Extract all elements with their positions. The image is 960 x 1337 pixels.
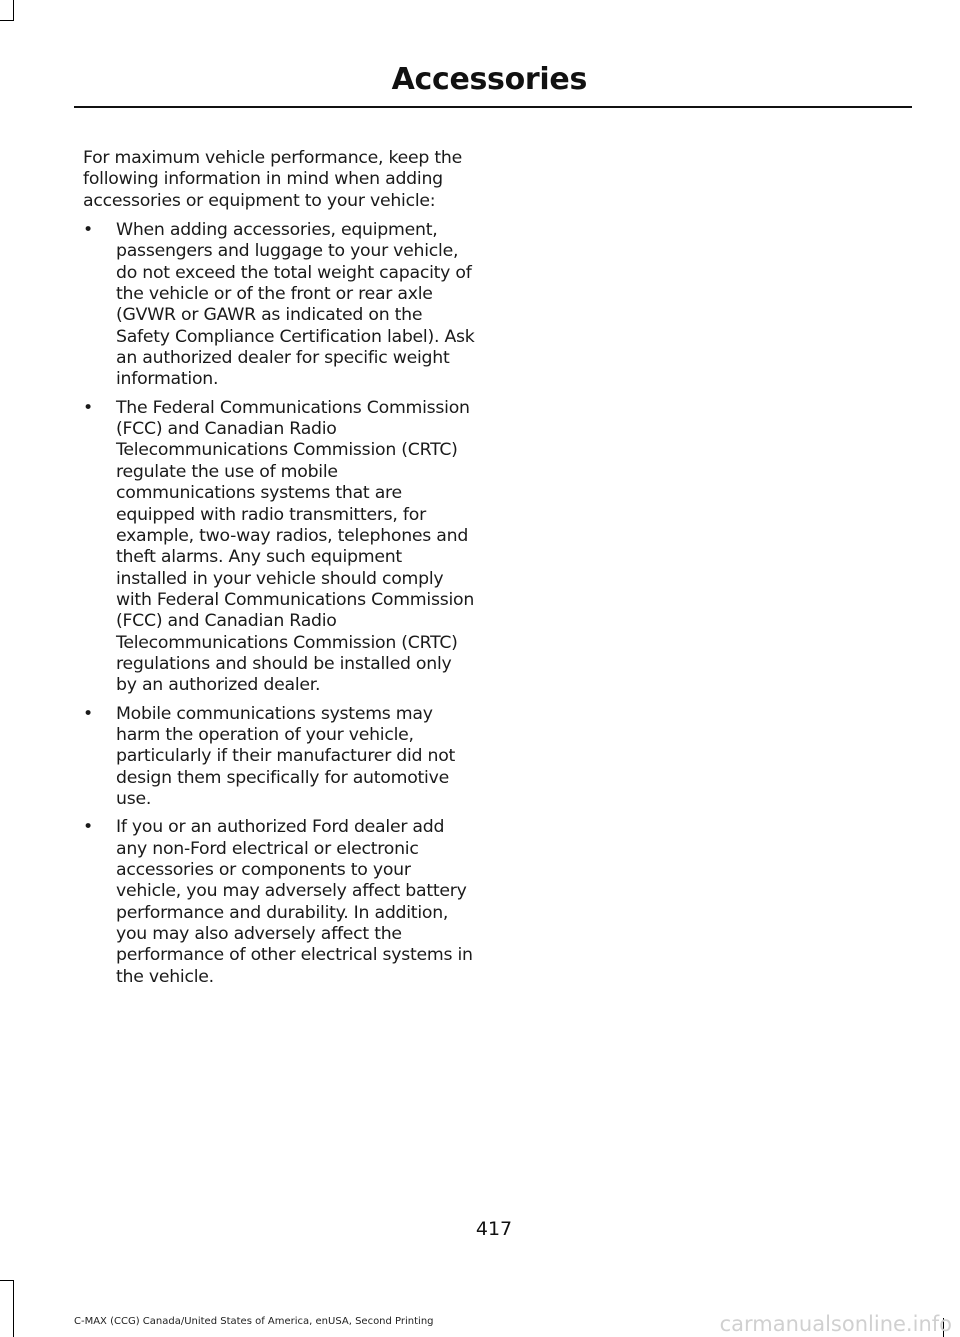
list-item-text: The Federal Communications Commission (FCC) and Canadian Radio Telecommunications Commission (CRTC) regulate the use of mobile communications systems that are equipped with radio transmitters, for example, two-way radios, telephones and theft alarms. Any such equipment installed in your vehicle should comply with Federal Communications Commission (FCC) and Canadian Radio Telecommunications Commission (CRTC) regulations and should be installed only by an authorized dealer.	[116, 397, 475, 696]
list-item-text: Mobile communications systems may harm the operation of your vehicle, particularly if their manufacturer did not design them specifically for automotive use.	[116, 703, 456, 809]
list-item	[83, 704, 475, 811]
title-divider	[74, 106, 912, 108]
page-title: Accessories	[391, 62, 587, 97]
crop-mark-top-left-horizontal	[0, 20, 14, 21]
crop-mark-bottom-left-horizontal	[0, 1280, 14, 1281]
page-number: 417	[475, 1218, 513, 1240]
crop-mark-bottom-left-vertical	[13, 1280, 14, 1337]
bullet-icon: •	[83, 703, 93, 724]
bullet-icon: •	[83, 220, 93, 241]
watermark: carmanualsonline.info	[719, 1312, 952, 1336]
intro-paragraph: For maximum vehicle performance, keep the following information in mind when adding accessories or equipment to your vehicle:	[83, 148, 462, 211]
bullet-list	[83, 220, 475, 988]
footer-edition: C-MAX (CCG) Canada/United States of America, enUSA, Second Printing	[74, 1316, 434, 1327]
list-item	[83, 817, 475, 988]
list-item-text: If you or an authorized Ford dealer add any non-Ford electrical or electronic accessories or components to your vehicle, you may adversely affect battery performance and durability. In addition, you may also adversely affect the performance of other electrical systems in the vehicle.	[116, 817, 473, 987]
bullet-icon: •	[83, 817, 93, 838]
list-item	[83, 220, 475, 391]
list-item-text: When adding accessories, equipment, passengers and luggage to your vehicle, do not exceed the total weight capacity of the vehicle or of the front or rear axle (GVWR or GAWR as indicated on the Safety Compliance Certification label). Ask an authorized dealer for specific weight information.	[116, 220, 475, 390]
bullet-icon: •	[83, 397, 93, 418]
list-item	[83, 398, 475, 697]
main-content	[83, 148, 475, 995]
crop-mark-top-left-vertical	[13, 0, 14, 20]
